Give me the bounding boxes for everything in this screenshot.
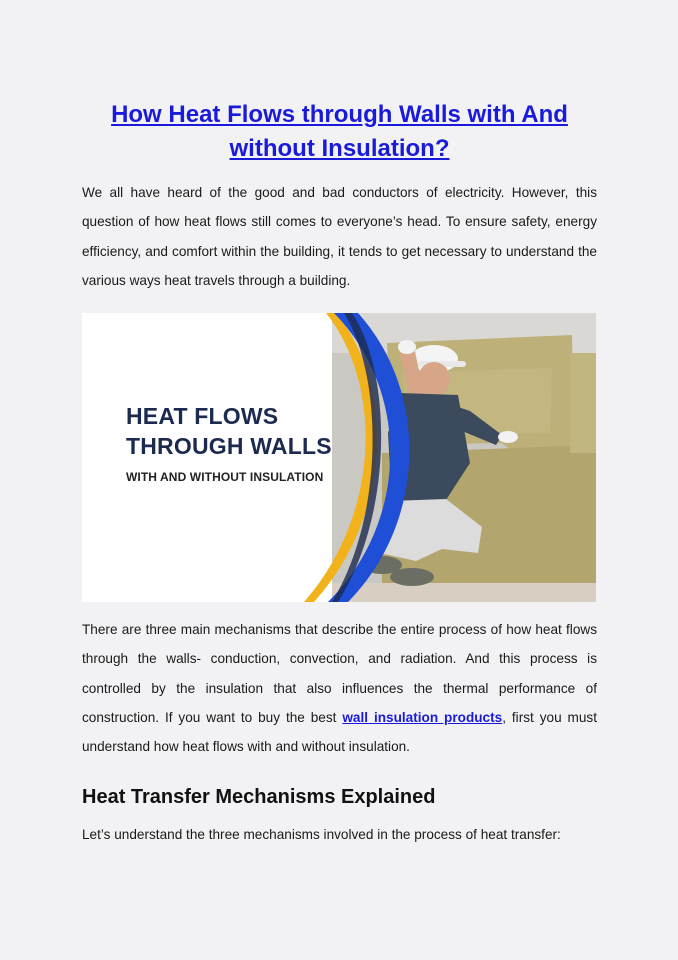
intro-paragraph: We all have heard of the good and bad conductors of electricity. However, this question of how heat flows still comes to everyone’s head. To ensure safety, energy efficiency, and comfort within the building, it tends to get necessary to understand the various ways heat travels through a building. <box>82 185 597 288</box>
banner-heading <box>126 401 332 461</box>
insulation-board-right <box>570 353 596 453</box>
wall-insulation-products-link[interactable]: wall insulation products <box>342 709 503 725</box>
extended-glove <box>498 431 518 443</box>
body-paragraph <box>82 615 597 761</box>
right-shoe <box>390 568 434 586</box>
article-banner-image <box>82 313 596 602</box>
body-text-after-link: , first you must understand how heat flows with and without insulation. <box>82 709 597 755</box>
banner-heading-line-1: HEAT FLOWS <box>126 403 279 429</box>
body-text-before-link: There are three main mechanisms that describe the entire process of how heat flows through the walls- conduction, convection, and radiation. And this process is controlled by the insulation that also influences the thermal performance of construction. If you want to buy the best <box>82 622 597 725</box>
banner-heading-line-2: THROUGH WALLS <box>126 433 332 459</box>
section-paragraph: Let’s understand the three mechanisms involved in the process of heat transfer: <box>82 827 561 842</box>
floor <box>332 583 596 602</box>
title-line-2[interactable]: without Insulation? <box>229 135 450 162</box>
raised-glove <box>398 340 416 354</box>
title-line-1[interactable]: How Heat Flows through Walls with And <box>111 101 568 128</box>
section-heading: Heat Transfer Mechanisms Explained <box>82 786 436 808</box>
page-title[interactable] <box>82 98 597 166</box>
banner-subheading: WITH AND WITHOUT INSULATION <box>126 470 324 484</box>
